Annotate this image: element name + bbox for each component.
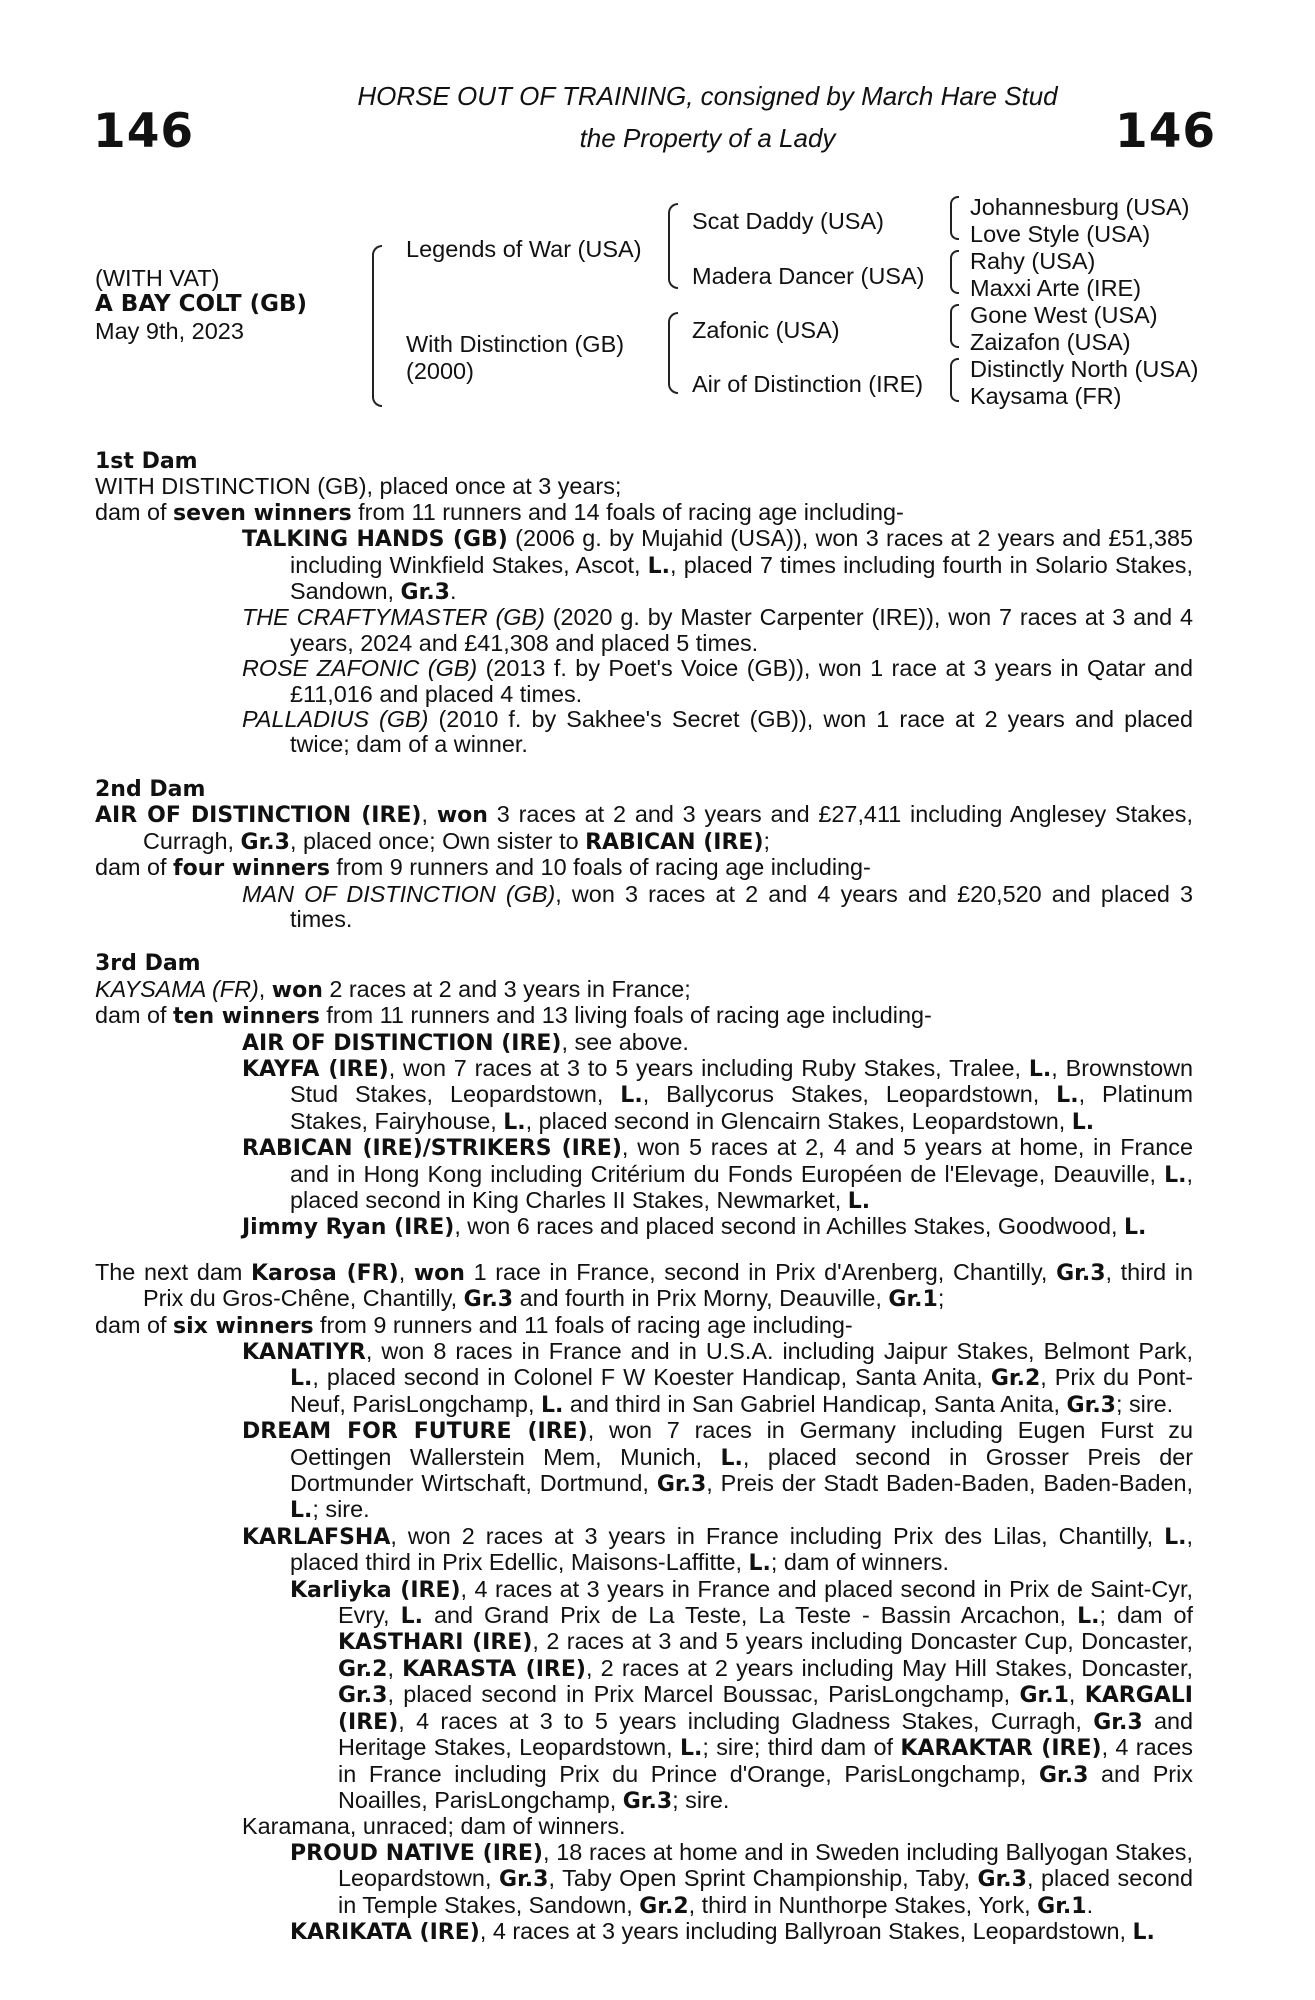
pedigree-dds: Distinctly North (USA) bbox=[970, 356, 1199, 382]
pedigree-dam-dam: Air of Distinction (IRE) bbox=[692, 371, 924, 397]
first-dam-produce-line: dam of seven winners from 11 runners and 14 foals of racing age including- bbox=[95, 498, 904, 526]
second-dam-line: AIR OF DISTINCTION (IRE), won 3 races at 2 and 3 years and £27,411 including Anglesey Stakes, Curragh, Gr.3, placed once; Own sister to RABICAN (IRE); bbox=[95, 801, 1193, 855]
produce-entry: TALKING HANDS (GB) (2006 g. by Mujahid (USA)), won 3 races at 2 years and £51,385 including Winkfield Stakes, Ascot, L., placed 7 times including fourth in Solario Stakes, Sandown, Gr.3. bbox=[242, 525, 1193, 606]
third-dam-produce-line: dam of ten winners from 11 runners and 13 living foals of racing age including- bbox=[95, 1002, 932, 1030]
pedigree-dam-year: (2000) bbox=[406, 358, 474, 384]
second-dam-produce-line: dam of four winners from 9 runners and 10 foals of racing age including- bbox=[95, 854, 871, 882]
produce-entry: MAN OF DISTINCTION (GB), won 3 races at 2 and 4 years and £20,520 and placed 3 times. bbox=[242, 880, 1194, 932]
pedigree-dsd: Zaizafon (USA) bbox=[970, 329, 1131, 355]
produce-entry: DREAM FOR FUTURE (IRE), won 7 races in Germany including Eugen Furst zu Oettingen Wallerstein Mem, Munich, L., placed second in Grosser Preis der Dortmunder Wirtschaft, Dortmund, Gr.3, Preis der Stadt Baden-Baden, Baden-Baden, L.; sire. bbox=[242, 1417, 1193, 1524]
produce-entry: PROUD NATIVE (IRE), 18 races at home and in Sweden including Ballyogan Stakes, Leopardstown, Gr.3, Taby Open Sprint Championship, Taby, Gr.3, placed second in Temple Stakes, Sandown, Gr.2, third in Nunthorpe Stakes, York, Gr.1. bbox=[290, 1838, 1193, 1919]
foaled-date: May 9th, 2023 bbox=[95, 318, 244, 344]
produce-entry: Karamana, unraced; dam of winners. bbox=[242, 1813, 626, 1840]
property-line: the Property of a Lady bbox=[579, 123, 836, 153]
first-dam-heading: 1st Dam bbox=[95, 449, 198, 474]
produce-entry: AIR OF DISTINCTION (IRE), see above. bbox=[242, 1028, 689, 1056]
pedigree-dam-sire: Zafonic (USA) bbox=[692, 317, 840, 343]
pedigree-brace-dd bbox=[950, 358, 959, 402]
pedigree-sire: Legends of War (USA) bbox=[406, 236, 642, 262]
produce-entry: Jimmy Ryan (IRE), won 6 races and placed second in Achilles Stakes, Goodwood, L. bbox=[242, 1213, 1147, 1241]
pedigree-brace-sd bbox=[950, 250, 959, 294]
lot-number-left: 146 bbox=[93, 104, 195, 159]
pedigree-brace-sire bbox=[668, 203, 678, 289]
next-dam-produce-line: dam of six winners from 9 runners and 11 foals of racing age including- bbox=[95, 1311, 853, 1339]
first-dam-line: WITH DISTINCTION (GB), placed once at 3 years; bbox=[95, 473, 622, 500]
third-dam-heading: 3rd Dam bbox=[95, 951, 201, 977]
pedigree-brace-main bbox=[372, 245, 382, 407]
produce-entry: Karliyka (IRE), 4 races at 3 years in France and placed second in Prix de Saint-Cyr, Evry, L. and Grand Prix de La Teste, La Teste - Bassin Arcachon, L.; dam of KASTHARI (IRE), 2 races at 3 and 5 years including Doncaster Cup, Doncaster, Gr.2, KARASTA (IRE), 2 races at 2 years including May Hill Stakes, Doncaster, Gr.3, placed second in Prix Marcel Boussac, ParisLongchamp, Gr.1, KARGALI (IRE), 4 races at 3 to 5 years including Gladness Stakes, Curragh, Gr.3 and Heritage Stakes, Leopardstown, L.; sire; third dam of KARAKTAR (IRE), 4 races in France including Prix du Prince d'Orange, ParisLongchamp, Gr.3 and Prix Noailles, ParisLongchamp, Gr.3; sire. bbox=[290, 1575, 1194, 1814]
produce-entry: KAYFA (IRE), won 7 races at 3 to 5 years including Ruby Stakes, Tralee, L., Brownstown Stud Stakes, Leopardstown, L., Ballycorus Stakes, Leopardstown, L., Platinum Stakes, Fairyhouse, L., placed second in Glencairn Stakes, Leopardstown, L. bbox=[242, 1054, 1194, 1135]
pedigree-ssd: Love Style (USA) bbox=[970, 221, 1151, 247]
dam-line-text bbox=[95, 449, 1193, 1945]
second-dam-heading: 2nd Dam bbox=[95, 776, 206, 802]
pedigree-sire-dam: Madera Dancer (USA) bbox=[692, 263, 925, 289]
consignor-line: HORSE OUT OF TRAINING, consigned by March Hare Stud bbox=[357, 81, 1058, 111]
vat-label: (WITH VAT) bbox=[95, 265, 220, 291]
produce-entry: KANATIYR, won 8 races in France and in U.S.A. including Jaipur Stakes, Belmont Park, L., placed second in Colonel F W Koester Handicap, Santa Anita, Gr.2, Prix du Pont-Neuf, ParisLongchamp, L. and third in San Gabriel Handicap, Santa Anita, Gr.3; sire. bbox=[242, 1338, 1193, 1418]
produce-entry: PALLADIUS (GB) (2010 f. by Sakhee's Secret (GB)), won 1 race at 2 years and placed twice; dam of a winner. bbox=[242, 706, 1193, 758]
pedigree-brace-dam bbox=[668, 312, 678, 394]
produce-entry: KARLAFSHA, won 2 races at 3 years in France including Prix des Lilas, Chantilly, L., placed third in Prix Edellic, Maisons-Laffitte, L.; dam of winners. bbox=[242, 1522, 1193, 1577]
pedigree-brace-ds bbox=[950, 304, 959, 348]
pedigree-sss: Johannesburg (USA) bbox=[970, 194, 1190, 220]
produce-entry: ROSE ZAFONIC (GB) (2013 f. by Poet's Voice (GB)), won 1 race at 3 years in Qatar and £11,016 and placed 4 times. bbox=[242, 655, 1193, 707]
pedigree-dss: Gone West (USA) bbox=[970, 302, 1158, 328]
next-dam-line: The next dam Karosa (FR), won 1 race in France, second in Prix d'Arenberg, Chantilly, Gr.3, third in Prix du Gros-Chêne, Chantilly, Gr.3 and fourth in Prix Morny, Deauville, Gr.1; bbox=[95, 1258, 1194, 1313]
pedigree-dam: With Distinction (GB) bbox=[406, 331, 625, 357]
pedigree-brace-ss bbox=[950, 196, 959, 240]
produce-entry: RABICAN (IRE)/STRIKERS (IRE), won 5 races at 2, 4 and 5 years at home, in France and in Hong Kong including Critérium du Fonds Européen de l'Elevage, Deauville, L., placed second in King Charles II Stakes, Newmarket, L. bbox=[242, 1134, 1194, 1214]
pedigree-sire-sire: Scat Daddy (USA) bbox=[692, 208, 884, 234]
pedigree-sdd: Maxxi Arte (IRE) bbox=[970, 275, 1142, 301]
third-dam-line: KAYSAMA (FR), won 2 races at 2 and 3 years in France; bbox=[95, 975, 691, 1003]
pedigree-ddd: Kaysama (FR) bbox=[970, 383, 1122, 409]
pedigree-sds: Rahy (USA) bbox=[970, 248, 1096, 274]
produce-entry: THE CRAFTYMASTER (GB) (2020 g. by Master Carpenter (IRE)), won 7 races at 3 and 4 years, 2024 and £41,308 and placed 5 times. bbox=[242, 604, 1193, 656]
produce-entry: KARIKATA (IRE), 4 races at 3 years including Ballyroan Stakes, Leopardstown, L. bbox=[290, 1917, 1155, 1945]
horse-name: A BAY COLT (GB) bbox=[95, 291, 308, 317]
lot-number-right: 146 bbox=[1115, 104, 1217, 159]
